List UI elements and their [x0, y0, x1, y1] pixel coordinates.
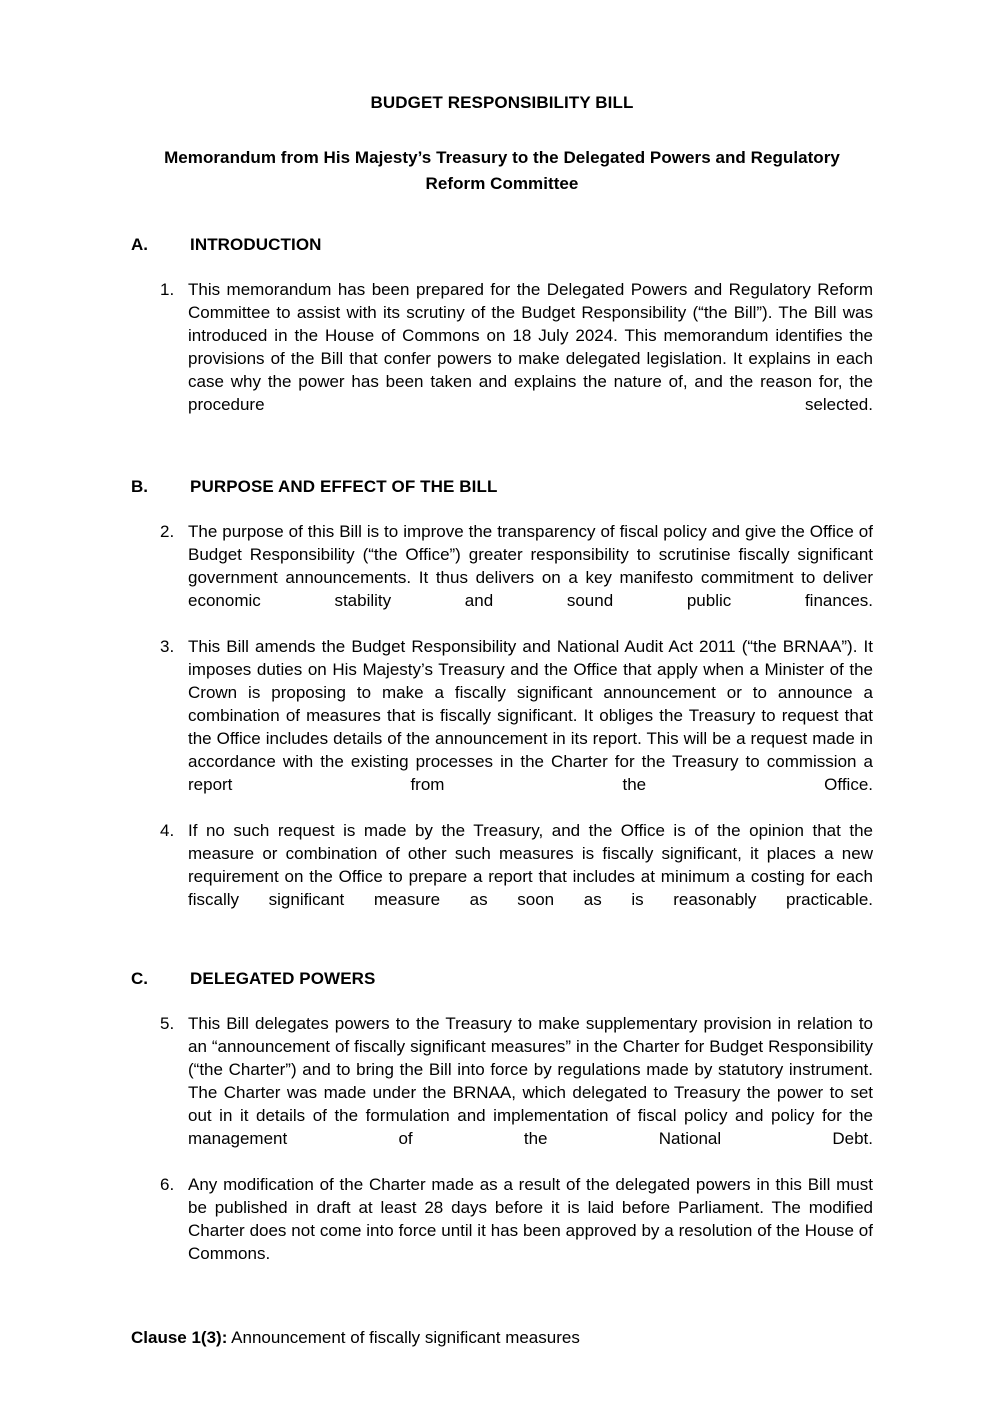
document-title: BUDGET RESPONSIBILITY BILL: [370, 93, 634, 112]
paragraph-list-purpose-and-effect: [131, 498, 873, 934]
section-heading-delegated-powers: [131, 934, 873, 990]
paragraph-item: [131, 278, 873, 439]
section-title: DELEGATED POWERS: [190, 969, 376, 988]
document-content-column: [131, 0, 873, 1349]
section-heading-purpose-and-effect: [131, 439, 873, 498]
paragraph-number: 2.: [160, 522, 175, 541]
section-heading-introduction: [131, 197, 873, 256]
paragraph-item: [131, 1012, 873, 1173]
paragraph-text: This Bill delegates powers to the Treasury to make supplementary provision in relation to an “announcement of fiscally significant measures” in the Charter for Budget Responsibility (“the Charter”) and to bring the Bill into force by regulations made by statutory instrument. The Charter was made under the BRNAA, which delegated to Treasury the power to set out in it details of the formulation and implementation of fiscal policy and policy for the management of the National Debt.: [188, 1014, 873, 1148]
section-letter: C.: [131, 969, 148, 988]
section-letter: B.: [131, 477, 148, 496]
section-letter: A.: [131, 235, 148, 254]
clause-reference: Clause 1(3):: [131, 1328, 228, 1347]
paragraph-item: [131, 1173, 873, 1288]
paragraph-number: 3.: [160, 637, 175, 656]
paragraph-item: [131, 635, 873, 819]
paragraph-text: If no such request is made by the Treasury, and the Office is of the opinion that the measure or combination of other such measures is fiscally significant, it places a new requirement on the Office to prepare a report that includes at minimum a costing for each fiscally significant measure as soon as is reasonably practicable.: [188, 821, 873, 909]
paragraph-text: Any modification of the Charter made as a result of the delegated powers in this Bill must be published in draft at least 28 days before it is laid before Parliament. The modified Charter does not come into force until it has been approved by a resolution of the House of Commons.: [188, 1175, 873, 1263]
section-title: PURPOSE AND EFFECT OF THE BILL: [190, 477, 498, 496]
paragraph-text: The purpose of this Bill is to improve the transparency of fiscal policy and give the Office of Budget Responsibility (“the Office”) greater responsibility to scrutinise fiscally significant government announcements. It thus delivers on a key manifesto commitment to deliver economic stability and sound public finances.: [188, 522, 873, 610]
paragraph-number: 5.: [160, 1014, 175, 1033]
paragraph-list-introduction: [131, 256, 873, 439]
paragraph-item: [131, 819, 873, 934]
paragraph-number: 6.: [160, 1175, 175, 1194]
paragraph-list-delegated-powers: [131, 990, 873, 1288]
section-title: INTRODUCTION: [190, 235, 322, 254]
clause-description: Announcement of fiscally significant measures: [227, 1328, 580, 1347]
clause-heading: [131, 1288, 873, 1349]
paragraph-item: [131, 520, 873, 635]
paragraph-text: This Bill amends the Budget Responsibility and National Audit Act 2011 (“the BRNAA”). It imposes duties on His Majesty’s Treasury and the Office that apply when a Minister of the Crown is proposing to make a fiscally significant announcement or to announce a combination of measures that is fiscally significant. It obliges the Treasury to request that the Office includes details of the announcement in its report. This will be a request made in accordance with the existing processes in the Charter for the Treasury to commission a report from the Office.: [188, 637, 873, 794]
paragraph-text: This memorandum has been prepared for the Delegated Powers and Regulatory Reform Committee to assist with its scrutiny of the Budget Responsibility (“the Bill”). The Bill was introduced in the House of Commons on 18 July 2024. This memorandum identifies the provisions of the Bill that confer powers to make delegated legislation. It explains in each case why the power has been taken and explains the nature of, and the reason for, the procedure selected.: [188, 280, 873, 414]
paragraph-number: 1.: [160, 280, 175, 299]
document-subtitle: Memorandum from His Majesty’s Treasury to the Delegated Powers and Regulatory Reform Committee: [164, 148, 840, 193]
paragraph-number: 4.: [160, 821, 175, 840]
